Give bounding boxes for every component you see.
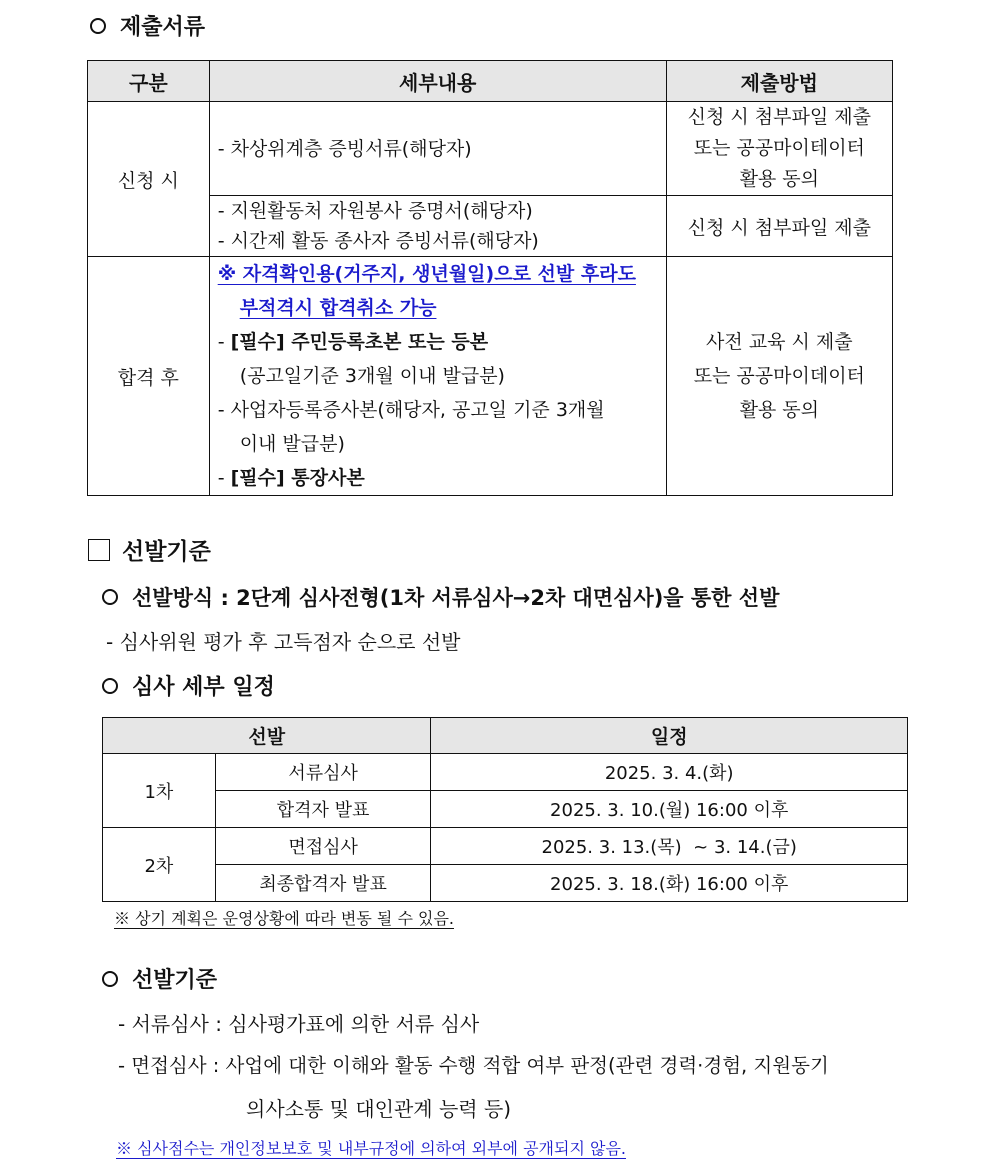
square-bullet-icon	[88, 539, 110, 561]
schedule-table	[102, 717, 908, 902]
apply-method-2: 신청 시 첨부파일 제출	[666, 196, 892, 257]
after-pass-method: 사전 교육 시 제출 또는 공공마이데이터 활용 동의	[666, 257, 892, 496]
schedule-note: ※ 상기 계획은 운영상황에 따라 변동 될 수 있음.	[114, 909, 454, 928]
schedule-heading: 심사 세부 일정	[102, 670, 275, 701]
circle-bullet-icon	[102, 971, 118, 987]
required-resident-registration: - [필수] 주민등록초본 또는 등본	[217, 331, 489, 353]
docs-heading: 제출서류	[90, 10, 205, 41]
table-row	[103, 791, 908, 828]
docs-table	[87, 60, 893, 496]
header-method: 제출방법	[666, 61, 892, 102]
category-apply: 신청 시	[88, 102, 210, 257]
table-row	[103, 828, 908, 865]
criteria-interview-cont: 의사소통 및 대인관계 능력 등)	[246, 1097, 512, 1121]
table-row	[103, 754, 908, 791]
circle-bullet-icon	[90, 18, 106, 34]
apply-details-1: - 차상위계층 증빙서류(해당자)	[209, 102, 666, 196]
apply-details-2: - 지원활동처 자원봉사 증명서(해당자) - 시간제 활동 종사자 증빙서류(해당자)	[209, 196, 666, 257]
criteria-interview: - 면접심사 : 사업에 대한 이해와 활동 수행 적합 여부 판정(관련 경력·경험, 지원동기	[118, 1054, 829, 1077]
schedule-item-date: 2025. 3. 10.(월) 16:00 이후	[431, 791, 908, 828]
circle-bullet-icon	[102, 589, 118, 605]
criteria-heading: 선발기준	[102, 963, 217, 994]
stage-2: 2차	[103, 828, 216, 902]
selection-method: 선발방식 : 2단계 심사전형(1차 서류심사→2차 대면심사)을 통한 선발	[102, 582, 779, 612]
business-registration: - 사업자등록증사본(해당자, 공고일 기준 3개월	[217, 399, 605, 421]
score-privacy-note: ※ 심사점수는 개인정보보호 및 내부규정에 의하여 외부에 공개되지 않음.	[116, 1139, 626, 1158]
disqualification-notice: ※ 자격확인용(거주지, 생년월일)으로 선발 후라도	[217, 263, 636, 285]
table-row	[88, 196, 893, 257]
circle-bullet-icon	[102, 678, 118, 694]
schedule-item-name: 서류심사	[215, 754, 431, 791]
table-row	[103, 865, 908, 902]
schedule-table-header	[103, 718, 908, 754]
schedule-item-name: 합격자 발표	[215, 791, 431, 828]
category-after-pass: 합격 후	[88, 257, 210, 496]
header-category: 구분	[88, 61, 210, 102]
header-selection: 선발	[103, 718, 431, 754]
selection-method-sub: - 심사위원 평가 후 고득점자 순으로 선발	[106, 630, 461, 654]
selection-heading: 선발기준	[88, 533, 211, 566]
apply-method-1: 신청 시 첨부파일 제출 또는 공공마이테이터 활용 동의	[666, 102, 892, 196]
stage-1: 1차	[103, 754, 216, 828]
table-row	[88, 102, 893, 196]
table-row	[88, 257, 893, 496]
disqualification-notice-cont: 부적격시 합격취소 가능	[239, 297, 437, 319]
after-pass-details: ※ 자격확인용(거주지, 생년월일)으로 선발 후라도 부적격시 합격취소 가능 - [필수] 주민등록초본 또는 등본 (공고일기준 3개월 이내 발급분) - 사업자등록증사본(해당자, 공고일 기준 3개월 이내 발급분) - [필수] 통장사본	[209, 257, 666, 496]
required-bankbook: - [필수] 통장사본	[217, 467, 365, 489]
schedule-item-date: 2025. 3. 18.(화) 16:00 이후	[431, 865, 908, 902]
header-schedule: 일정	[431, 718, 908, 754]
schedule-item-name: 면접심사	[215, 828, 431, 865]
docs-table-header	[88, 61, 893, 102]
schedule-item-date: 2025. 3. 4.(화)	[431, 754, 908, 791]
header-details: 세부내용	[209, 61, 666, 102]
criteria-doc-review: - 서류심사 : 심사평가표에 의한 서류 심사	[118, 1012, 480, 1036]
schedule-item-date: 2025. 3. 13.(목) ~ 3. 14.(금)	[431, 828, 908, 865]
schedule-item-name: 최종합격자 발표	[215, 865, 431, 902]
